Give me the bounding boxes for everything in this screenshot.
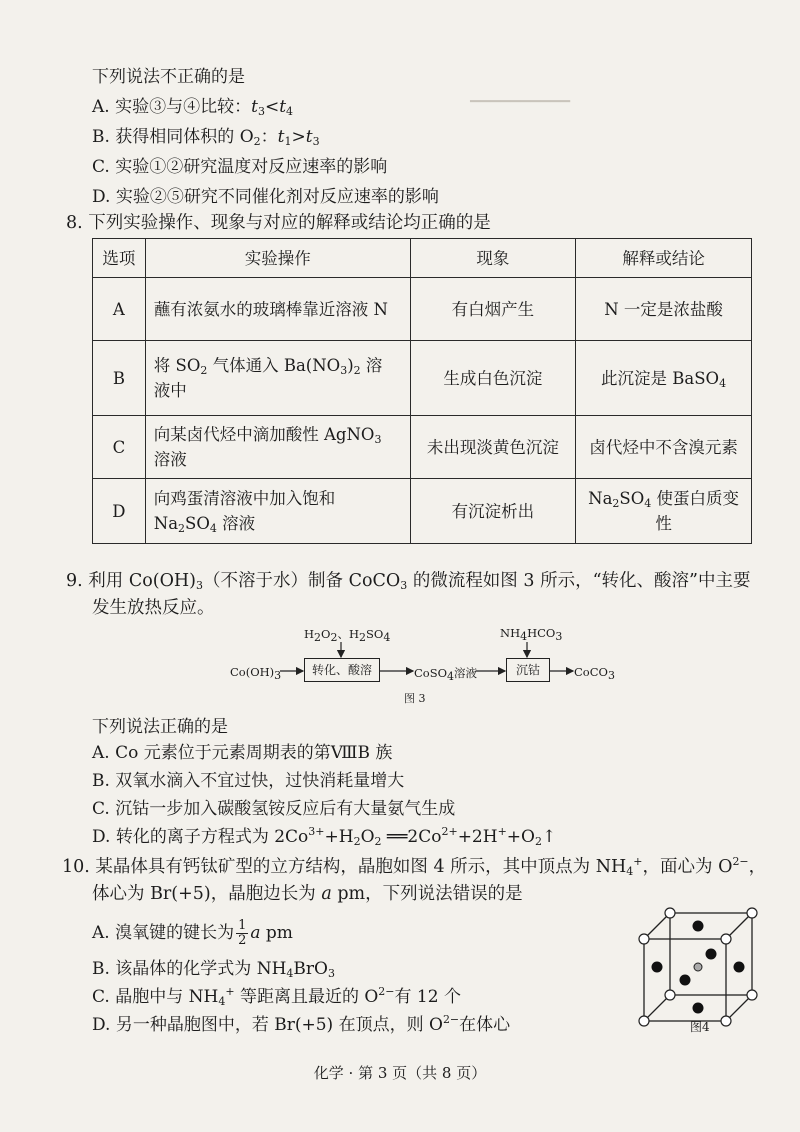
row-option: D <box>93 479 146 544</box>
q8-stem: 8. 下列实验操作、现象与对应的解释或结论均正确的是 <box>66 213 491 233</box>
flow-reagent-1: $H_2O_2$、$H_2SO_4$ <box>304 627 391 644</box>
row-option: B <box>93 341 146 416</box>
row-conclusion: 此沉淀是 BaSO$_4$ <box>576 341 752 416</box>
row-phenomenon: 生成白色沉淀 <box>410 341 575 416</box>
q10-option-b: B. 该晶体的化学式为 $NH_4BrO_3$ <box>92 959 335 980</box>
q9-stem-line1: 9. 利用 $Co(OH)_3$（不溶于水）制备 CoCO$_3$ 的微流程如图 3 所示，“转化、酸溶”中主要 <box>66 571 751 592</box>
row-operation: 将 $SO_2$ 气体通入 $Ba(NO_3)_2$ 溶 液中 <box>145 341 410 416</box>
flow-step-precipitate: 沉钴 <box>506 658 550 682</box>
header-conclusion: 解释或结论 <box>576 239 752 278</box>
table-row <box>93 416 752 479</box>
row-option: A <box>93 278 146 341</box>
q10-stem-line1: 10. 某晶体具有钙钛矿型的立方结构，晶胞如图 4 所示，其中顶点为 $NH_4^+$，面心为 $O^{2-}$， <box>62 855 767 878</box>
q7-option-d: D. 实验②⑤研究不同催化剂对反应速率的影响 <box>92 187 439 207</box>
bleed-through-decoration: ▁▁▁▁▁▁▁▁▁▁ <box>470 88 570 103</box>
q7-option-b: B. 获得相同体积的 $O_2$：$t_1>t_3$ <box>92 127 320 148</box>
header-phenomenon: 现象 <box>410 239 575 278</box>
row-phenomenon: 有白烟产生 <box>410 278 575 341</box>
q9-option-d: D. 转化的离子方程式为 $2Co^{3+}+H_2O_2$ $══2Co^{2+}+2H^++O_2↑$ <box>92 825 557 848</box>
q10-option-c: C. 晶胞中与 $NH_4^+$ 等距离且最近的 $O^{2-}$有 12 个 <box>92 985 461 1008</box>
q7-option-a: A. 实验③与④比较：$t_3<t_4$ <box>92 97 294 118</box>
q10-stem-line2: 体心为 Br(+5)，晶胞边长为 a pm，下列说法错误的是 <box>92 884 523 904</box>
table-header-row <box>93 239 752 278</box>
table-row <box>93 341 752 416</box>
flow-reagent-2: $NH_4HCO_3$ <box>500 626 563 643</box>
flow-step-convert-dissolve: 转化、酸溶 <box>304 658 380 682</box>
flow-intermediate: CoSO$_4$溶液 <box>414 666 478 683</box>
q7-stem: 下列说法不正确的是 <box>92 67 245 87</box>
q9-option-c: C. 沉钴一步加入碳酸氢铵反应后有大量氨气生成 <box>92 799 456 819</box>
flow-start: $Co(OH)_3$ <box>230 665 282 682</box>
q9-sub-stem: 下列说法正确的是 <box>92 717 228 737</box>
row-option: C <box>93 416 146 479</box>
q7-option-c: C. 实验①②研究温度对反应速率的影响 <box>92 157 388 177</box>
q10-option-a: A. 溴氧键的键长为 $\frac{1}{2}$ a pm <box>92 918 293 948</box>
row-operation: 向某卤代烃中滴加酸性 AgNO$_3$ 溶液 <box>145 416 410 479</box>
row-operation: 蘸有浓氨水的玻璃棒靠近溶液 N <box>145 278 410 341</box>
header-operation: 实验操作 <box>145 239 410 278</box>
fig4-caption: 图4 <box>690 1020 710 1034</box>
q10-option-d: D. 另一种晶胞图中，若 Br(+5) 在顶点，则 $O^{2-}$在体心 <box>92 1013 511 1035</box>
q9-stem-line2: 发生放热反应。 <box>92 598 215 618</box>
row-phenomenon: 未出现淡黄色沉淀 <box>410 416 575 479</box>
flow-arrows <box>230 620 650 710</box>
q8-table <box>92 238 752 544</box>
q9-option-a: A. Co 元素位于元素周期表的第ⅧB 族 <box>92 743 393 763</box>
header-option: 选项 <box>93 239 146 278</box>
row-phenomenon: 有沉淀析出 <box>410 479 575 544</box>
table-row <box>93 479 752 544</box>
table-row <box>93 278 752 341</box>
row-operation: 向鸡蛋清溶液中加入饱和 $Na_2SO_4$ 溶液 <box>145 479 410 544</box>
flow-product: CoCO$_3$ <box>574 665 615 682</box>
fraction-one-half: $\frac{1}{2}$ <box>238 918 247 948</box>
flow-caption: 图 3 <box>404 692 426 705</box>
q9-option-b: B. 双氧水滴入不宜过快，过快消耗量增大 <box>92 771 405 791</box>
row-conclusion: $Na_2SO_4$ 使蛋白质变性 <box>576 479 752 544</box>
row-conclusion: N 一定是浓盐酸 <box>576 278 752 341</box>
row-conclusion: 卤代烃中不含溴元素 <box>576 416 752 479</box>
q9-flow-diagram <box>230 620 650 710</box>
page-footer: 化学 · 第 3 页（共 8 页） <box>313 1064 487 1082</box>
